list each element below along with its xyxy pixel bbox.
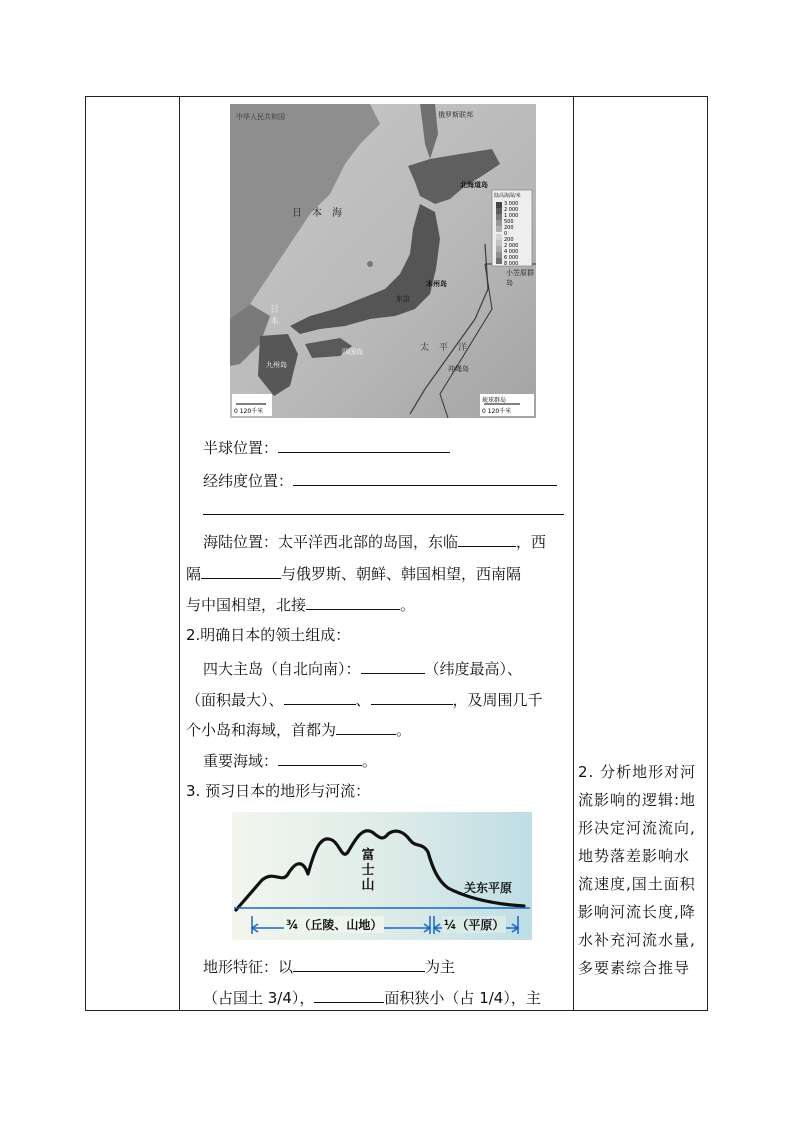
hemisphere-label: 半球位置： (203, 439, 279, 457)
map-scale-inset: 0 120千米 (482, 408, 512, 415)
east-sea-blank[interactable] (458, 531, 516, 547)
latlon-blank[interactable] (293, 470, 557, 486)
north-sea-blank[interactable] (306, 594, 400, 610)
map-label-nihon: 日 本 (270, 305, 280, 327)
hokkaido-blank[interactable] (361, 658, 425, 674)
map-legend-title: 陆高海深/米 (494, 193, 521, 199)
terrain-profile (232, 812, 532, 940)
terrain-line-1: 地形特征：以 为主 (203, 958, 456, 976)
map-label-kyushu: 九州岛 (266, 361, 287, 369)
column-divider-right (573, 97, 574, 1010)
sealand-line-1: 海陆位置：太平洋西北部的岛国，东临 ，西 (203, 533, 547, 551)
map-scale-main: 0 120千米 (234, 408, 264, 415)
islands-line-1: 四大主岛（自北向南）： （纬度最高）、 (203, 660, 523, 678)
item-3-heading: 3. 预习日本的地形与河流： (186, 782, 371, 800)
note-line: 形决定河流流向, (578, 819, 696, 837)
note-line: 水补充河流水量, (578, 931, 696, 949)
latlon-line (203, 470, 557, 491)
latlon-blank-2[interactable] (203, 514, 564, 515)
hemisphere-line (203, 437, 450, 458)
teaching-note (578, 758, 706, 982)
terrain-line-2: （占国土 3/4）， 面积狭小（占 1/4），主 (203, 989, 541, 1007)
map-label-russia: 俄罗斯联邦 (438, 111, 473, 119)
islands-line-2: （面积最大）、 、 ，及周围几千 (186, 691, 543, 709)
latlon-label: 经纬度位置： (203, 472, 294, 490)
waters-blank[interactable] (278, 750, 362, 766)
west-sea-blank[interactable] (201, 563, 281, 579)
note-line: 2. 分析地形对河 (578, 763, 697, 781)
note-line: 流速度,国土面积 (578, 875, 696, 893)
map-label-tokyo: 东京 (396, 295, 410, 303)
item-2-heading: 2.明确日本的领土组成： (186, 626, 351, 644)
terrain-main-blank[interactable] (293, 956, 425, 972)
note-line: 多要素综合推导 (578, 959, 691, 977)
map-label-sea-of-japan: 日本海 (292, 208, 352, 219)
sealand-line-2: 隔 与俄罗斯、朝鲜、韩国相望，西南隔 (186, 565, 522, 583)
map-label-okinawa: 冲绳岛 (448, 365, 469, 373)
map-graphic (230, 104, 536, 418)
islands-line-3: 个小岛和海域，首都为 。 (186, 721, 412, 739)
note-line: 地势落差影响水 (578, 847, 691, 865)
capital-blank[interactable] (336, 719, 396, 735)
map-label-ryukyu: 琉球群岛 (482, 397, 507, 404)
column-divider-left (179, 97, 180, 1010)
shikoku-blank[interactable] (284, 689, 356, 705)
note-line: 流影响的逻辑:地 (578, 791, 697, 809)
sealand-line-3: 与中国相望，北接 。 (186, 596, 416, 614)
map-label-shikoku: 四国岛 (342, 348, 363, 356)
hemisphere-blank[interactable] (278, 437, 450, 453)
map-label-hokkaido: 北海道岛 (460, 181, 488, 189)
note-line: 影响河流长度,降 (578, 903, 696, 921)
plain-span-label: ¼（平原） (444, 918, 505, 932)
map-label-ogasawara: 小笠原群岛 (506, 269, 534, 287)
kanto-plain-label: 关东平原 (464, 881, 513, 895)
map-legend-values: 3 000 2 000 1 000 500 200 0 200 2 000 4 000 6 000 8 000 (504, 201, 519, 267)
map-label-pacific: 太平洋 (420, 343, 478, 353)
hills-mountains-span-label: ¾（丘陵、山地） (286, 918, 383, 932)
kyushu-blank[interactable] (371, 689, 453, 705)
japan-relief-map (230, 104, 536, 418)
map-label-honshu: 本州岛 (426, 280, 447, 288)
waters-line: 重要海域： 。 (203, 752, 378, 770)
map-label-china: 中华人民共和国 (236, 113, 285, 121)
fuji-label: 富 士 山 (361, 848, 375, 893)
terrain-minor-blank[interactable] (314, 987, 384, 1003)
